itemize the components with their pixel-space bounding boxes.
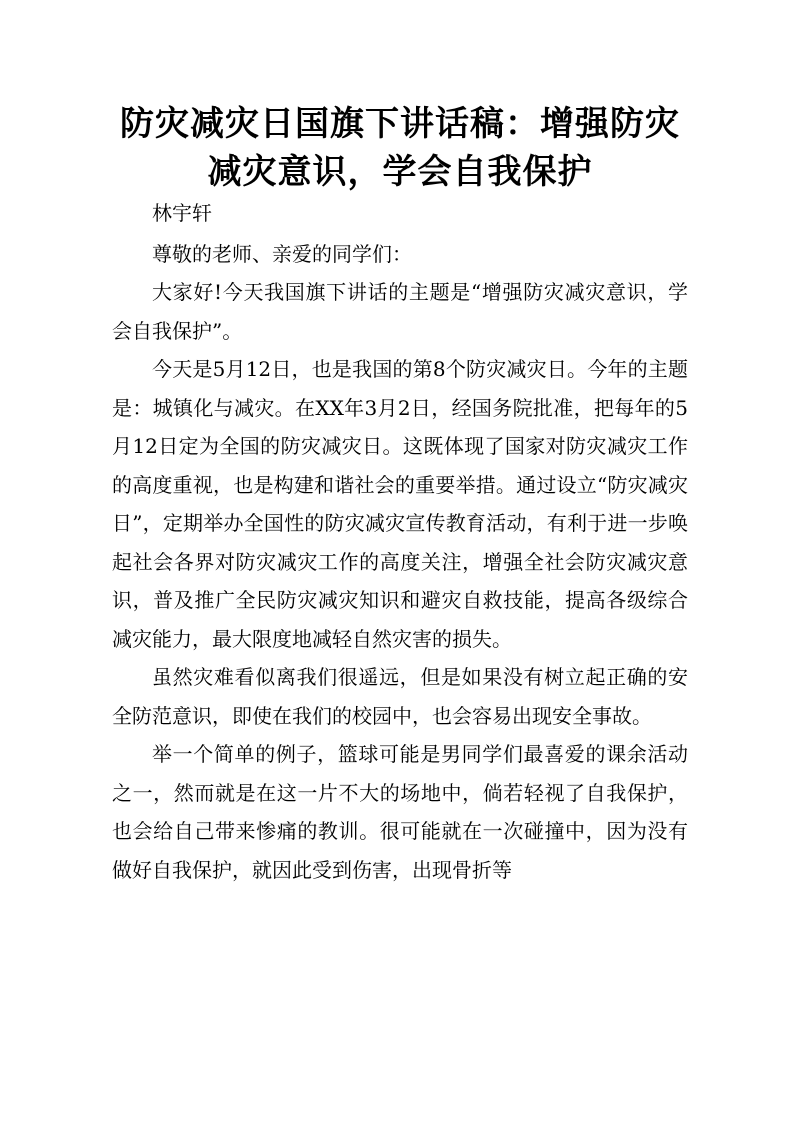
document-title: 防灾减灾日国旗下讲话稿：增强防灾减灾意识，学会自我保护 <box>120 104 680 192</box>
document-body <box>112 194 688 889</box>
paragraph-campus-safety: 虽然灾难看似离我们很遥远，但是如果没有树立起正确的安全防范意识，即使在我们的校园中，也会容易出现安全事故。 <box>112 665 688 728</box>
author-name: 林宇轩 <box>152 201 212 225</box>
paragraph-greeting: 尊敬的老师、亲爱的同学们： <box>152 241 412 266</box>
paragraph-basketball-example: 举一个简单的例子，篮球可能是男同学们最喜爱的课余活动之一，然而就是在这一片不大的场地中，倘若轻视了自我保护，也会给自己带来惨痛的教训。很可能就在一次碰撞中，因为没有做好自我保护，就因此受到伤害，出现骨折等 <box>112 742 688 882</box>
paragraph-disaster-day: 今天是5月12日，也是我国的第8个防灾减灾日。今年的主题是：城镇化与减灾。在XX年3月2日，经国务院批准，把每年的5月12日定为全国的防灾减灾日。这既体现了国家对防灾减灾工作的高度重视，也是构建和谐社会的重要举措。通过设立“防灾减灾日”，定期举办全国性的防灾减灾宣传教育活动，有利于进一步唤起社会各界对防灾减灾工作的高度关注，增强全社会防灾减灾意识，普及推广全民防灾减灾知识和避灾自救技能，提高各级综合减灾能力，最大限度地减轻自然灾害的损失。 <box>112 357 688 651</box>
paragraph-topic: 大家好!今天我国旗下讲话的主题是“增强防灾减灾意识，学会自我保护”。 <box>112 280 688 343</box>
